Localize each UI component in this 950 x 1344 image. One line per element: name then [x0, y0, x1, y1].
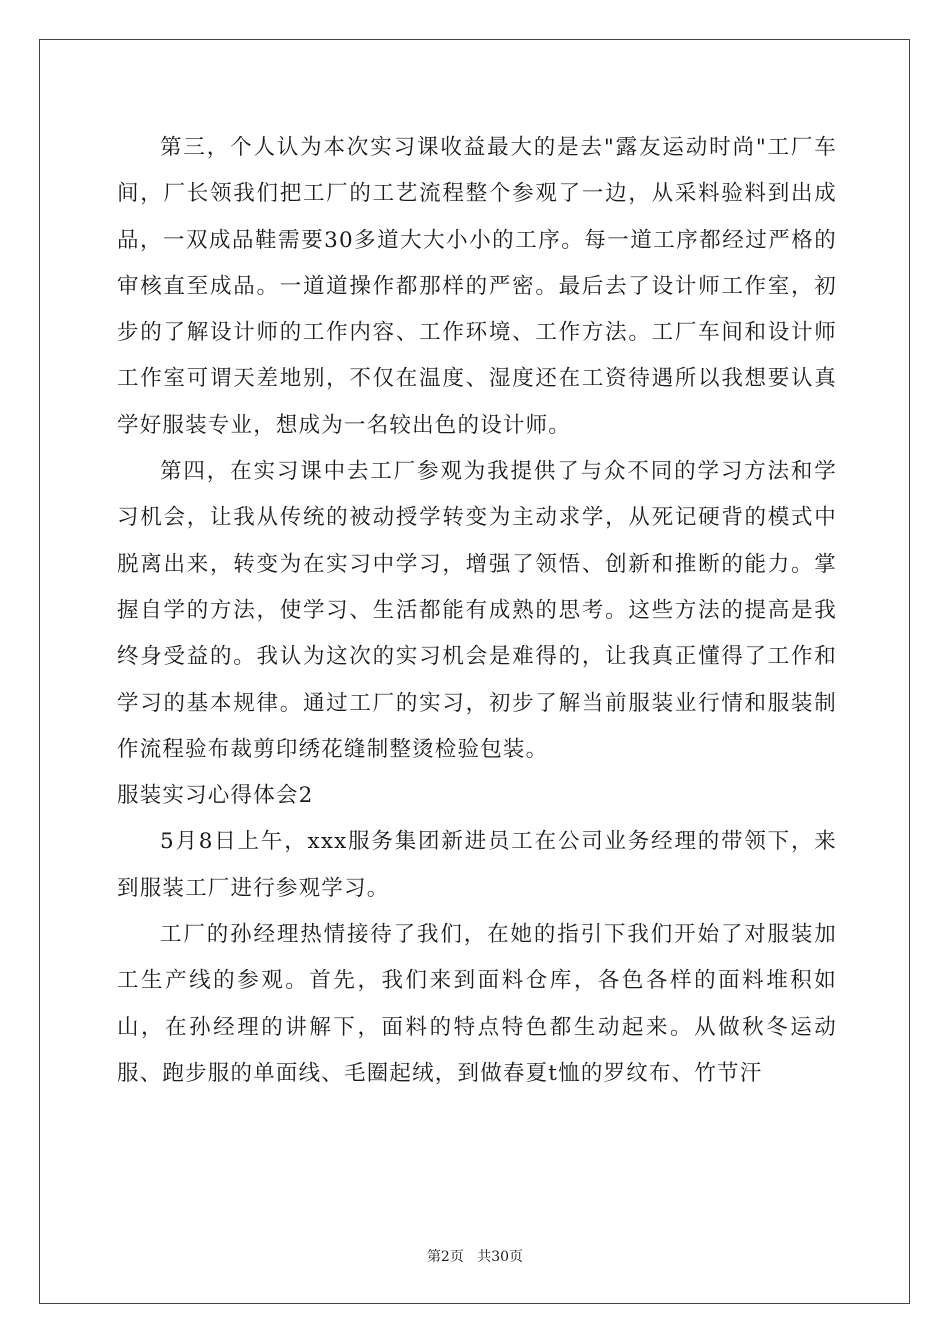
- page-footer: [0, 1246, 950, 1266]
- paragraph-fourth: 第四，在实习课中去工厂参观为我提供了与众不同的学习方法和学习机会，让我从传统的被动授学转变为主动求学，从死记硬背的模式中脱离出来，转变为在实习中学习，增强了领悟、创新和推断的能力。掌握自学的方法，使学习、生活都能有成熟的思考。这些方法的提高是我终身受益的。我认为这次的实习机会是难得的，让我真正懂得了工作和学习的基本规律。通过工厂的实习，初步了解当前服装业行情和服装制作流程验布裁剪印绣花缝制整烫检验包装。: [117, 459, 837, 762]
- paragraph-factory-tour: 工厂的孙经理热情接待了我们，在她的指引下我们开始了对服装加工生产线的参观。首先，我们来到面料仓库，各色各样的面料堆积如山，在孙经理的讲解下，面料的特点特色都生动起来。从做秋冬运动服、跑步服的单面线、毛圈起绒，到做春夏t恤的罗纹布、竹节汗: [117, 922, 837, 1086]
- paragraph-visit-intro: 5月8日上午，xxx服务集团新进员工在公司业务经理的带领下，来到服装工厂进行参观学习。: [117, 829, 837, 901]
- page-total: 共30页: [477, 1249, 524, 1265]
- paragraph-third: 第三，个人认为本次实习课收益最大的是去"露友运动时尚"工厂车间，厂长领我们把工厂的工艺流程整个参观了一边，从采料验料到出成品，一双成品鞋需要30多道大大小小的工序。每一道工序都经过严格的审核直至成品。一道道操作都那样的严密。最后去了设计师工作室，初步的了解设计师的工作内容、工作环境、工作方法。工厂车间和设计师工作室可谓天差地别，不仅在温度、湿度还在工资待遇所以我想要认真学好服装专业，想成为一名较出色的设计师。: [117, 135, 837, 438]
- page-number: 第2页: [426, 1249, 464, 1265]
- section-heading: 服装实习心得体会2: [117, 783, 314, 809]
- document-body: [117, 125, 837, 1097]
